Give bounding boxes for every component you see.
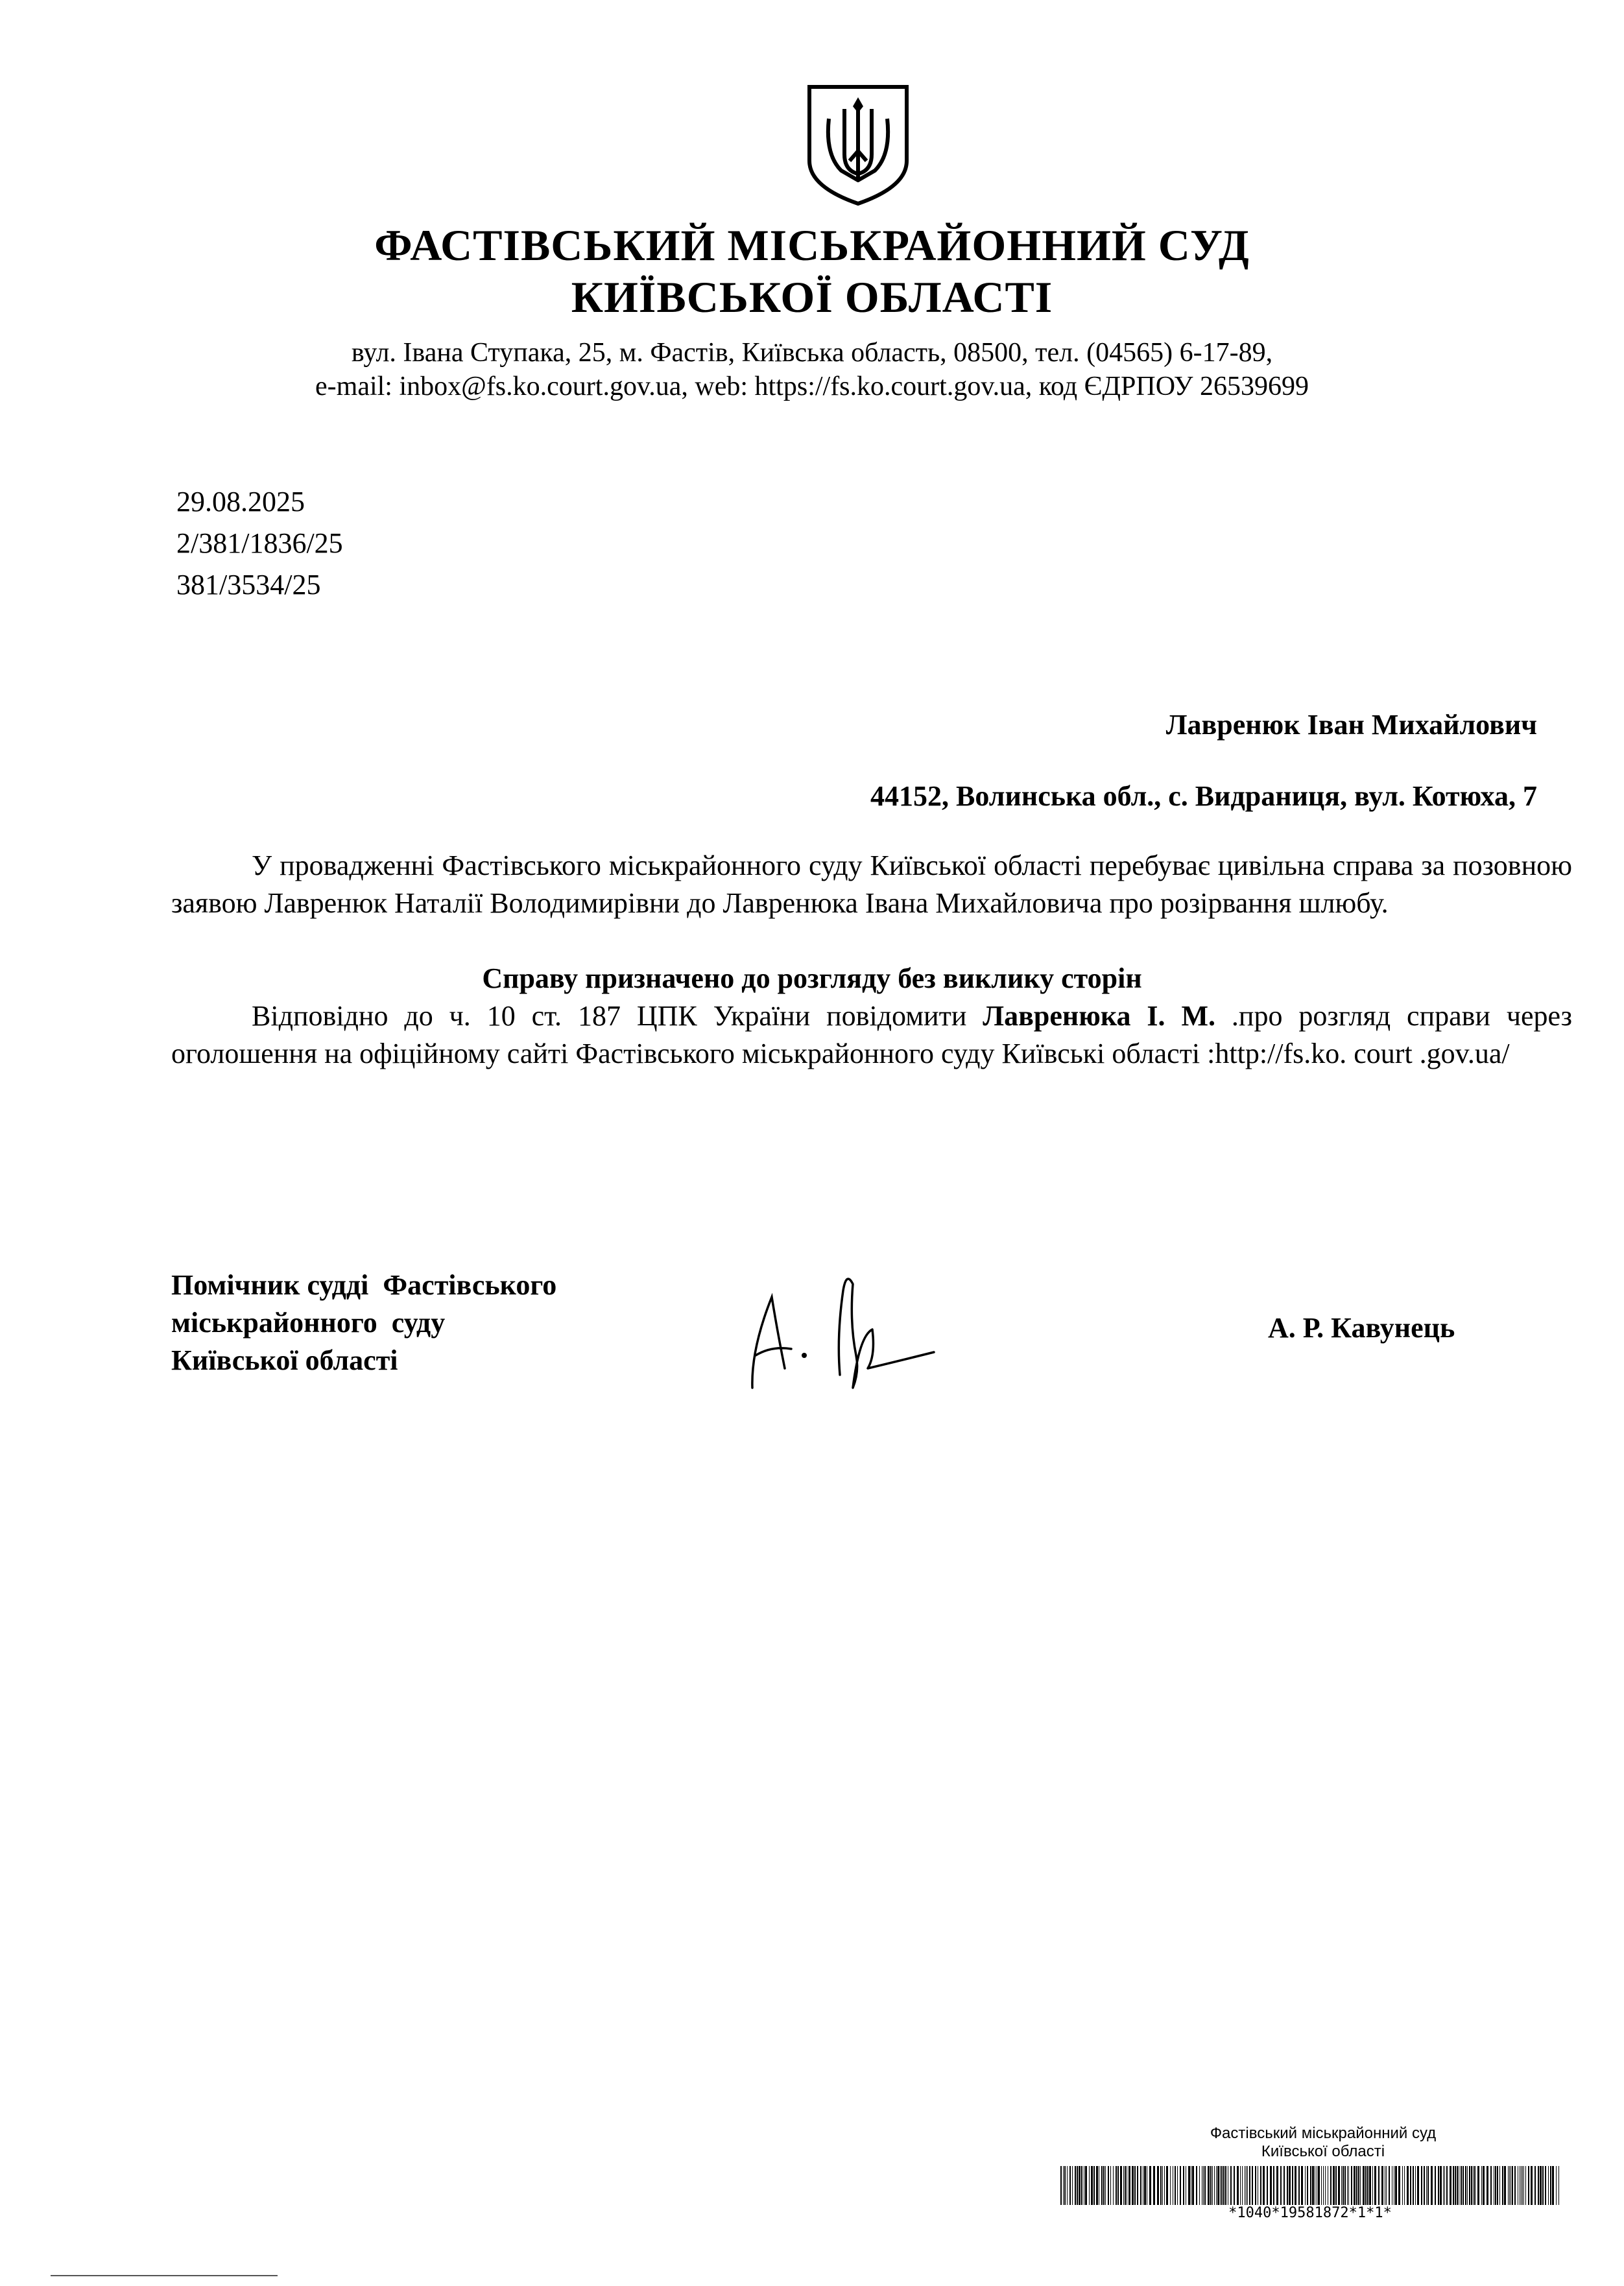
barcode-bar xyxy=(1446,2166,1448,2205)
barcode-bar xyxy=(1307,2166,1308,2205)
barcode-bar xyxy=(1301,2166,1303,2205)
barcode-bar xyxy=(1386,2166,1387,2205)
barcode-bar xyxy=(1188,2166,1190,2205)
barcode-bar xyxy=(1247,2166,1248,2205)
barcode-bar xyxy=(1249,2166,1250,2205)
barcode-bar xyxy=(1220,2166,1221,2205)
barcode-bar xyxy=(1192,2166,1194,2205)
barcode-bar xyxy=(1435,2166,1436,2205)
recipient-name: Лавренюк Іван Михайлович xyxy=(1165,709,1537,741)
barcode-bar xyxy=(1487,2166,1488,2205)
barcode-bar xyxy=(1531,2166,1533,2205)
barcode-bar xyxy=(1522,2166,1523,2205)
barcode-bar xyxy=(1116,2166,1117,2205)
barcode-bar xyxy=(1153,2166,1155,2205)
barcode-bar xyxy=(1079,2166,1081,2205)
barcode-bar xyxy=(1438,2166,1439,2205)
barcode-bar xyxy=(1085,2166,1087,2205)
barcode-bar xyxy=(1509,2166,1510,2205)
barcode-bar xyxy=(1175,2166,1176,2205)
barcode-bar xyxy=(1548,2166,1549,2205)
trident-emblem-icon xyxy=(806,83,911,206)
barcode-bar xyxy=(1103,2166,1105,2205)
barcode-bar xyxy=(1166,2166,1168,2205)
barcode-bar xyxy=(1528,2166,1529,2205)
signatory-name: А. Р. Кавунець xyxy=(1268,1312,1455,1344)
barcode-bar xyxy=(1540,2166,1542,2205)
barcode-bar xyxy=(1450,2166,1451,2205)
barcode-bar xyxy=(1341,2166,1342,2205)
barcode-bar xyxy=(1457,2166,1458,2205)
barcode-bar xyxy=(1164,2166,1165,2205)
barcode-bar xyxy=(1523,2166,1524,2205)
hearing-notice: Справу призначено до розгляду без виклику сторін xyxy=(482,962,1142,994)
barcode-bar xyxy=(1427,2166,1429,2205)
barcode-bar xyxy=(1199,2166,1200,2205)
signatory-title-line3: Київської області xyxy=(171,1344,398,1376)
barcode-bar xyxy=(1310,2166,1311,2205)
barcode-bar xyxy=(1490,2166,1492,2205)
barcode-bar xyxy=(1157,2166,1159,2205)
barcode-bar xyxy=(1093,2166,1095,2205)
recipient-address: 44152, Волинська обл., с. Видраниця, вул. Котюха, 7 xyxy=(870,780,1537,812)
barcode-bar xyxy=(1461,2166,1462,2205)
barcode-bar xyxy=(1512,2166,1513,2205)
barcode-bar xyxy=(1417,2166,1419,2205)
court-address: вул. Івана Ступака, 25, м. Фастів, Київська область, 08500, тел. (04565) 6-17-89, xyxy=(351,338,1273,368)
barcode-bar xyxy=(1230,2166,1232,2205)
barcode-bar xyxy=(1216,2166,1217,2205)
barcode-bar xyxy=(1502,2166,1503,2205)
barcode-bar xyxy=(1180,2166,1181,2205)
barcode-bar xyxy=(1075,2166,1076,2205)
barcode-bar xyxy=(1120,2166,1122,2205)
barcode-bar xyxy=(1246,2166,1247,2205)
court-contacts: e-mail: inbox@fs.ko.court.gov.ua, web: https://fs.ko.court.gov.ua, код ЄДРПОУ 26539699 xyxy=(315,372,1309,401)
barcode-bar xyxy=(1063,2166,1064,2205)
barcode-bar xyxy=(1305,2166,1306,2205)
barcode-bar xyxy=(1389,2166,1390,2205)
barcode-bar xyxy=(1538,2166,1539,2205)
barcode-bar xyxy=(1550,2166,1551,2205)
barcode-bar xyxy=(1431,2166,1433,2205)
barcode-bar xyxy=(1365,2166,1367,2205)
barcode-bar xyxy=(1295,2166,1296,2205)
court-name-line1: ФАСТІВСЬКИЙ МІСЬКРАЙОННИЙ СУД xyxy=(374,220,1250,270)
barcode-bar xyxy=(1381,2166,1383,2205)
barcode-bar xyxy=(1284,2166,1285,2205)
barcode-bar xyxy=(1318,2166,1320,2205)
barcode-bar xyxy=(1443,2166,1444,2205)
barcode-bar xyxy=(1217,2166,1219,2205)
barcode-bar xyxy=(1149,2166,1151,2205)
signatory-title-line2: міськрайонного суду xyxy=(171,1307,446,1339)
barcode-bar xyxy=(1367,2166,1368,2205)
barcode-bar xyxy=(1137,2166,1138,2205)
barcode-bar xyxy=(1162,2166,1163,2205)
barcode-bar xyxy=(1473,2166,1474,2205)
barcode-bar xyxy=(1398,2166,1400,2205)
barcode-bar xyxy=(1132,2166,1134,2205)
barcode-bar xyxy=(1374,2166,1376,2205)
barcode-bar xyxy=(1330,2166,1331,2205)
barcode-bar xyxy=(1183,2166,1184,2205)
handwritten-signature xyxy=(726,1258,940,1398)
barcode-bar xyxy=(1128,2166,1130,2205)
barcode-bar xyxy=(1369,2166,1371,2205)
barcode-bar xyxy=(1455,2166,1456,2205)
barcode-bar xyxy=(1117,2166,1119,2205)
barcode-bar xyxy=(1196,2166,1197,2205)
barcode-bar xyxy=(1081,2166,1082,2205)
barcode-bar xyxy=(1335,2166,1337,2205)
barcode-bar xyxy=(1072,2166,1073,2205)
barcode-bar xyxy=(1208,2166,1210,2205)
barcode-bar xyxy=(1395,2166,1397,2205)
barcode-bar xyxy=(1225,2166,1226,2205)
barcode-bar xyxy=(1348,2166,1349,2205)
barcode-bar xyxy=(1140,2166,1141,2205)
barcode-bar xyxy=(1210,2166,1212,2205)
barcode-bar xyxy=(1440,2166,1442,2205)
barcode-bar xyxy=(1234,2166,1235,2205)
barcode-bar xyxy=(1497,2166,1498,2205)
barcode-bar xyxy=(1321,2166,1322,2205)
barcode-bar xyxy=(1344,2166,1346,2205)
barcode-bar xyxy=(1267,2166,1268,2205)
barcode-bar xyxy=(1240,2166,1241,2205)
barcode-bar xyxy=(1323,2166,1324,2205)
barcode-bar xyxy=(1402,2166,1403,2205)
barcode-bar xyxy=(1465,2166,1466,2205)
barcode-bar xyxy=(1096,2166,1098,2205)
barcode-bar xyxy=(1558,2166,1559,2205)
barcode-bar xyxy=(1542,2166,1544,2205)
barcode-bar xyxy=(1407,2166,1409,2205)
barcode-bar xyxy=(1372,2166,1373,2205)
barcode-bar xyxy=(1312,2166,1314,2205)
barcode-bar xyxy=(1481,2166,1482,2205)
barcode-bar xyxy=(1378,2166,1379,2205)
barcode-bar xyxy=(1426,2166,1427,2205)
barcode-bar xyxy=(1237,2166,1239,2205)
barcode-bar xyxy=(1343,2166,1344,2205)
barcode-bar xyxy=(1514,2166,1516,2205)
barcode-bar xyxy=(1477,2166,1479,2205)
barcode-bar xyxy=(1204,2166,1206,2205)
barcode-bar xyxy=(1273,2166,1274,2205)
barcode-bar xyxy=(1333,2166,1335,2205)
barcode-bar xyxy=(1108,2166,1109,2205)
barcode-bar xyxy=(1110,2166,1111,2205)
body-paragraph-1-text: У провадженні Фастівського міськрайонного суду Київської області перебуває цивільна справа за позовною заявою Лавренюк Наталії Володимирівни до Лавренюка Івана Михайловича про розірвання шлюбу. xyxy=(171,850,1572,919)
barcode-bar xyxy=(1252,2166,1253,2205)
barcode-bar xyxy=(1260,2166,1261,2205)
body-paragraph-1 xyxy=(171,847,1572,922)
stamp-court-name: Фастівський міськрайонний суд xyxy=(1210,2125,1437,2142)
barcode-bar xyxy=(1463,2166,1464,2205)
defendant-name: Лавренюка І. М. xyxy=(983,1000,1215,1032)
barcode-number: *1040*19581872*1*1* xyxy=(1228,2205,1392,2221)
signatory-title-line1: Помічник судді Фастівського xyxy=(171,1269,557,1301)
barcode-bar xyxy=(1212,2166,1213,2205)
barcode-bar xyxy=(1483,2166,1485,2205)
barcode-bar xyxy=(1354,2166,1355,2205)
barcode-bar xyxy=(1214,2166,1215,2205)
document-date: 29.08.2025 xyxy=(176,486,305,518)
barcode-bar xyxy=(1289,2166,1291,2205)
barcode-bar xyxy=(1064,2166,1066,2205)
barcode-bar xyxy=(1444,2166,1445,2205)
barcode-bar xyxy=(1144,2166,1146,2205)
barcode-bar xyxy=(1089,2166,1090,2205)
barcode-bar xyxy=(1360,2166,1361,2205)
barcode-bar xyxy=(1276,2166,1278,2205)
court-name-line2: КИЇВСЬКОЇ ОБЛАСТІ xyxy=(571,272,1053,322)
barcode-bar xyxy=(1521,2166,1522,2205)
barcode-bar xyxy=(1556,2166,1557,2205)
barcode-bar xyxy=(1298,2166,1300,2205)
barcode-bar xyxy=(1347,2166,1348,2205)
barcode-bar xyxy=(1338,2166,1340,2205)
barcode-bar xyxy=(1091,2166,1093,2205)
body-paragraph-2-text-start: Відповідно до ч. 10 ст. 187 ЦПК України повідомити xyxy=(252,1000,983,1032)
barcode-bar xyxy=(1499,2166,1500,2205)
barcode-bar xyxy=(1424,2166,1425,2205)
barcode-bar xyxy=(1325,2166,1326,2205)
barcode-bar xyxy=(1404,2166,1405,2205)
barcode-bar xyxy=(1292,2166,1293,2205)
barcode xyxy=(1060,2166,1560,2205)
barcode-bar xyxy=(1270,2166,1272,2205)
barcode-bar xyxy=(1504,2166,1506,2205)
barcode-bar xyxy=(1508,2166,1509,2205)
barcode-bar xyxy=(1356,2166,1357,2205)
barcode-bar xyxy=(1351,2166,1352,2205)
barcode-bar xyxy=(1552,2166,1554,2205)
case-number: 381/3534/25 xyxy=(176,569,321,601)
barcode-bar xyxy=(1474,2166,1475,2205)
barcode-bar xyxy=(1525,2166,1526,2205)
barcode-bar xyxy=(1105,2166,1106,2205)
barcode-bar xyxy=(1415,2166,1416,2205)
barcode-bar xyxy=(1263,2166,1265,2205)
barcode-bar xyxy=(1469,2166,1470,2205)
barcode-bar xyxy=(1101,2166,1103,2205)
barcode-bar xyxy=(1287,2166,1288,2205)
barcode-bar xyxy=(1471,2166,1472,2205)
barcode-bar xyxy=(1077,2166,1078,2205)
body-paragraph-2-text-end: .про розгляд справи через оголошення на офіційному сайті Фастівського міськрайонного суду Київські області :http://fs.ko. court .gov.ua/ xyxy=(171,1000,1572,1069)
outgoing-number: 2/381/1836/25 xyxy=(176,527,343,559)
barcode-bar xyxy=(1160,2166,1162,2205)
barcode-bar xyxy=(1363,2166,1365,2205)
footer-divider xyxy=(51,2275,278,2276)
barcode-bar xyxy=(1223,2166,1224,2205)
barcode-bar xyxy=(1410,2166,1411,2205)
barcode-bar xyxy=(1134,2166,1136,2205)
barcode-bar xyxy=(1495,2166,1496,2205)
body-paragraph-2 xyxy=(171,997,1572,1073)
barcode-bar xyxy=(1069,2166,1071,2205)
barcode-bar xyxy=(1534,2166,1536,2205)
barcode-bar xyxy=(1453,2166,1454,2205)
barcode-bar xyxy=(1545,2166,1546,2205)
barcode-bar xyxy=(1125,2166,1126,2205)
barcode-bar xyxy=(1358,2166,1359,2205)
stamp-region: Київської області xyxy=(1261,2143,1385,2160)
barcode-bar xyxy=(1177,2166,1178,2205)
barcode-bar xyxy=(1123,2166,1124,2205)
barcode-bar xyxy=(1221,2166,1223,2205)
barcode-bar xyxy=(1255,2166,1256,2205)
barcode-bar xyxy=(1060,2166,1062,2205)
barcode-bar xyxy=(1413,2166,1414,2205)
barcode-bar xyxy=(1467,2166,1468,2205)
barcode-bar xyxy=(1280,2166,1282,2205)
barcode-bar xyxy=(1203,2166,1204,2205)
barcode-bar xyxy=(1421,2166,1422,2205)
barcode-bar xyxy=(1242,2166,1243,2205)
barcode-bar xyxy=(1113,2166,1114,2205)
barcode-bar xyxy=(1067,2166,1068,2205)
barcode-bar xyxy=(1170,2166,1171,2205)
